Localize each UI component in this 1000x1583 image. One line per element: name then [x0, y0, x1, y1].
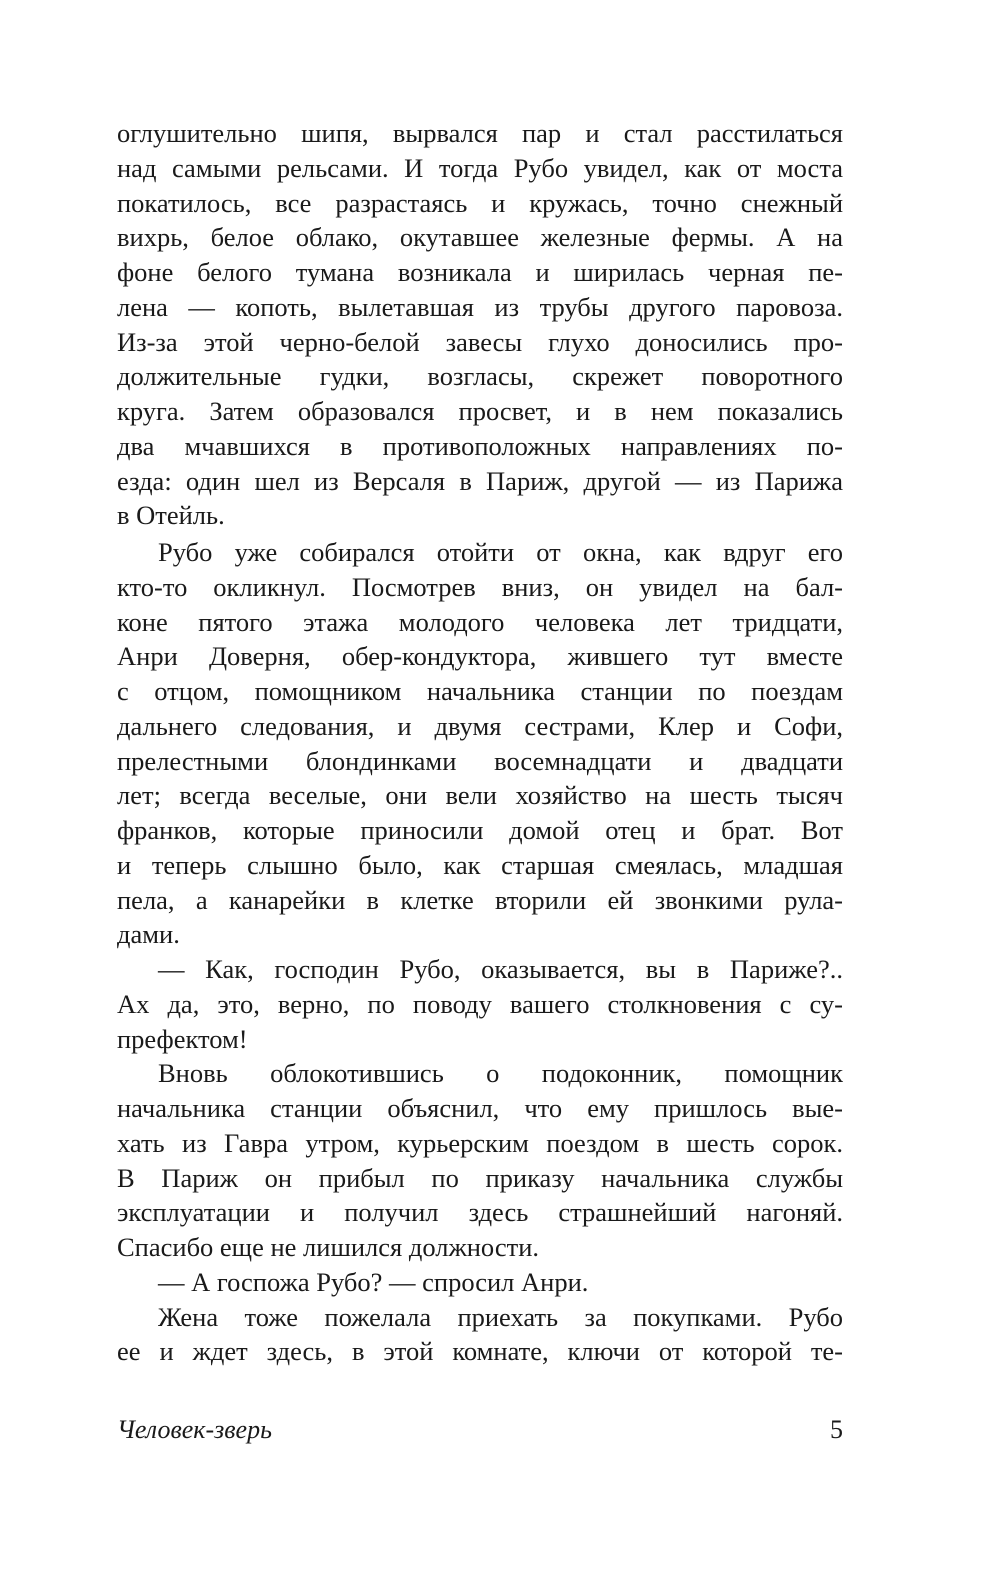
text-line: Из-за этой черно-белой завесы глухо доносились про-: [117, 326, 843, 357]
text-line: Жена тоже пожелала приехать за покупками. Рубо: [158, 1301, 843, 1332]
text-line: франков, которые приносили домой отец и брат. Вот: [117, 815, 843, 845]
text-line: префектом!: [117, 1023, 248, 1054]
text-line: в Отейль.: [117, 500, 225, 531]
text-line: лет; всегда веселые, они вели хозяйство на шесть тысяч: [117, 780, 843, 811]
text-line: Рубо уже собирался отойти от окна, как вдруг его: [158, 537, 843, 567]
text-line: начальника станции объяснил, что ему пришлось вые-: [117, 1093, 843, 1123]
paragraph: [117, 116, 843, 533]
text-line: ее и ждет здесь, в этой комнате, ключи от которой те-: [117, 1336, 843, 1367]
paragraph: [117, 1265, 843, 1300]
text-line: Анри Доверня, обер-кондуктора, жившего тут вместе: [117, 641, 843, 672]
text-line: хать из Гавра утром, курьерским поездом в шесть сорок.: [117, 1127, 843, 1158]
text-line: круга. Затем образовался просвет, и в нем показались: [117, 396, 843, 426]
text-line: В Париж он прибыл по приказу начальника службы: [117, 1162, 843, 1193]
text-line: Ах да, это, верно, по поводу вашего столкновения с су-: [117, 988, 843, 1019]
text-line: покатилось, все разрастаясь и кружась, точно снежный: [117, 187, 843, 218]
text-line: кто-то окликнул. Посмотрев вниз, он увидел на бал-: [117, 571, 843, 602]
body-text: [117, 116, 843, 1369]
text-line: прелестными блондинками восемнадцати и двадцати: [117, 745, 843, 776]
text-line: должительные гудки, возгласы, скрежет поворотного: [117, 361, 843, 392]
running-title: Человек-зверь: [117, 1415, 272, 1444]
text-line: вихрь, белое облако, окутавшее железные фермы. А на: [117, 222, 843, 253]
text-line: езда: один шел из Версаля в Париж, другой — из Парижа: [117, 465, 843, 496]
page-footer: [117, 1412, 843, 1448]
paragraph: [117, 1056, 843, 1265]
paragraph: [117, 535, 843, 952]
text-line: Спасибо еще не лишился должности.: [117, 1232, 539, 1262]
text-line: с отцом, помощником начальника станции по поездам: [117, 676, 843, 706]
text-line: дами.: [117, 919, 180, 950]
text-line: пела, а канарейки в клетке вторили ей звонкими рула-: [117, 884, 843, 915]
page-number: 5: [830, 1415, 843, 1444]
text-line: — Как, господин Рубо, оказывается, вы в Париже?..: [158, 954, 843, 984]
text-line: эксплуатации и получил здесь страшнейший нагоняй.: [117, 1197, 843, 1228]
text-line: фоне белого тумана возникала и ширилась черная пе-: [117, 257, 843, 287]
text-line: коне пятого этажа молодого человека лет тридцати,: [117, 606, 843, 637]
text-line: оглушительно шипя, вырвался пар и стал расстилаться: [117, 118, 843, 148]
text-line: два мчавшихся в противоположных направлениях по-: [117, 430, 843, 461]
text-line: и теперь слышно было, как старшая смеялась, младшая: [117, 849, 843, 880]
text-line: над самыми рельсами. И тогда Рубо увидел, как от моста: [117, 152, 843, 183]
text-line: дальнего следования, и двумя сестрами, Клер и Софи,: [117, 710, 843, 741]
text-line: — А госпожа Рубо? — спросил Анри.: [158, 1266, 589, 1297]
paragraph: [117, 1300, 843, 1370]
text-line: Вновь облокотившись о подоконник, помощник: [158, 1058, 843, 1089]
paragraph: [117, 952, 843, 1056]
text-line: лена — копоть, вылетавшая из трубы другого паровоза.: [117, 291, 843, 322]
